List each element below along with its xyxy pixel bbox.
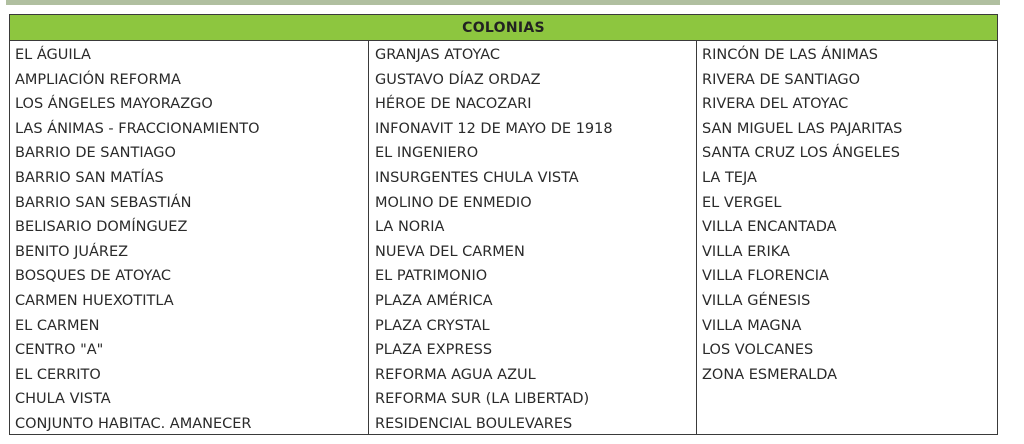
colonia-cell: REFORMA SUR (LA LIBERTAD) bbox=[375, 391, 590, 408]
colonia-cell: RIVERA DE SANTIAGO bbox=[702, 71, 861, 88]
colonia-cell: LOS ÁNGELES MAYORAZGO bbox=[15, 96, 213, 113]
colonia-cell: ZONA ESMERALDA bbox=[702, 366, 838, 383]
colonia-cell: VILLA ENCANTADA bbox=[702, 219, 837, 236]
table-title: COLONIAS bbox=[462, 19, 545, 36]
colonia-cell: BENITO JUÁREZ bbox=[15, 243, 129, 260]
colonia-cell: BELISARIO DOMÍNGUEZ bbox=[15, 219, 188, 236]
colonia-cell: EL ÁGUILA bbox=[15, 47, 91, 63]
colonia-cell: HÉROE DE NACOZARI bbox=[375, 96, 532, 113]
colonia-cell: CHULA VISTA bbox=[15, 391, 111, 408]
table-header bbox=[10, 15, 997, 41]
colonia-cell: SANTA CRUZ LOS ÁNGELES bbox=[702, 145, 900, 162]
colonia-cell: EL CERRITO bbox=[15, 366, 101, 383]
colonia-cell: BARRIO DE SANTIAGO bbox=[15, 145, 176, 162]
colonia-cell: PLAZA CRYSTAL bbox=[375, 317, 490, 334]
colonia-cell: SAN MIGUEL LAS PAJARITAS bbox=[702, 120, 903, 137]
colonia-cell: RESIDENCIAL BOULEVARES bbox=[375, 415, 573, 432]
colonia-cell: GUSTAVO DÍAZ ORDAZ bbox=[375, 71, 541, 88]
colonia-cell: RIVERA DEL ATOYAC bbox=[702, 96, 849, 113]
colonia-cell: MOLINO DE ENMEDIO bbox=[375, 194, 532, 211]
colonias-table bbox=[9, 14, 998, 435]
colonia-cell: LA TEJA bbox=[702, 169, 757, 186]
colonia-cell: BOSQUES DE ATOYAC bbox=[15, 268, 172, 285]
colonia-cell: EL VERGEL bbox=[702, 194, 782, 211]
colonia-cell: EL PATRIMONIO bbox=[375, 268, 488, 285]
colonia-cell: REFORMA AGUA AZUL bbox=[375, 366, 536, 383]
colonia-cell: NUEVA DEL CARMEN bbox=[375, 243, 525, 260]
colonia-cell: BARRIO SAN SEBASTIÁN bbox=[15, 194, 192, 211]
colonia-cell: PLAZA AMÉRICA bbox=[375, 292, 493, 309]
colonia-cell: CARMEN HUEXOTITLA bbox=[15, 292, 174, 309]
colonia-cell: VILLA GÉNESIS bbox=[702, 292, 811, 309]
colonia-cell: LA NORIA bbox=[375, 219, 445, 236]
colonia-cell: INSURGENTES CHULA VISTA bbox=[375, 169, 579, 186]
colonia-cell: EL INGENIERO bbox=[375, 145, 479, 162]
colonia-cell: INFONAVIT 12 DE MAYO DE 1918 bbox=[375, 120, 613, 137]
colonia-cell: CONJUNTO HABITAC. AMANECER bbox=[15, 415, 252, 432]
table-body bbox=[10, 41, 997, 434]
colonia-cell: EL CARMEN bbox=[15, 317, 100, 334]
colonia-cell: VILLA FLORENCIA bbox=[702, 268, 829, 285]
colonia-cell: LOS VOLCANES bbox=[702, 342, 814, 359]
colonia-cell: VILLA MAGNA bbox=[702, 317, 802, 334]
column-1 bbox=[10, 41, 369, 434]
colonia-cell: BARRIO SAN MATÍAS bbox=[15, 169, 164, 186]
colonia-cell: CENTRO "A" bbox=[15, 342, 104, 359]
colonia-cell: RINCÓN DE LAS ÁNIMAS bbox=[702, 47, 878, 63]
colonia-cell: GRANJAS ATOYAC bbox=[375, 47, 501, 63]
colonia-cell: LAS ÁNIMAS - FRACCIONAMIENTO bbox=[15, 120, 260, 137]
colonia-cell: PLAZA EXPRESS bbox=[375, 342, 493, 359]
column-3 bbox=[697, 41, 997, 434]
colonia-cell: AMPLIACIÓN REFORMA bbox=[15, 71, 181, 88]
colonia-cell: VILLA ERIKA bbox=[702, 243, 790, 260]
column-2 bbox=[369, 41, 697, 434]
top-edge-strip bbox=[6, 0, 1000, 5]
